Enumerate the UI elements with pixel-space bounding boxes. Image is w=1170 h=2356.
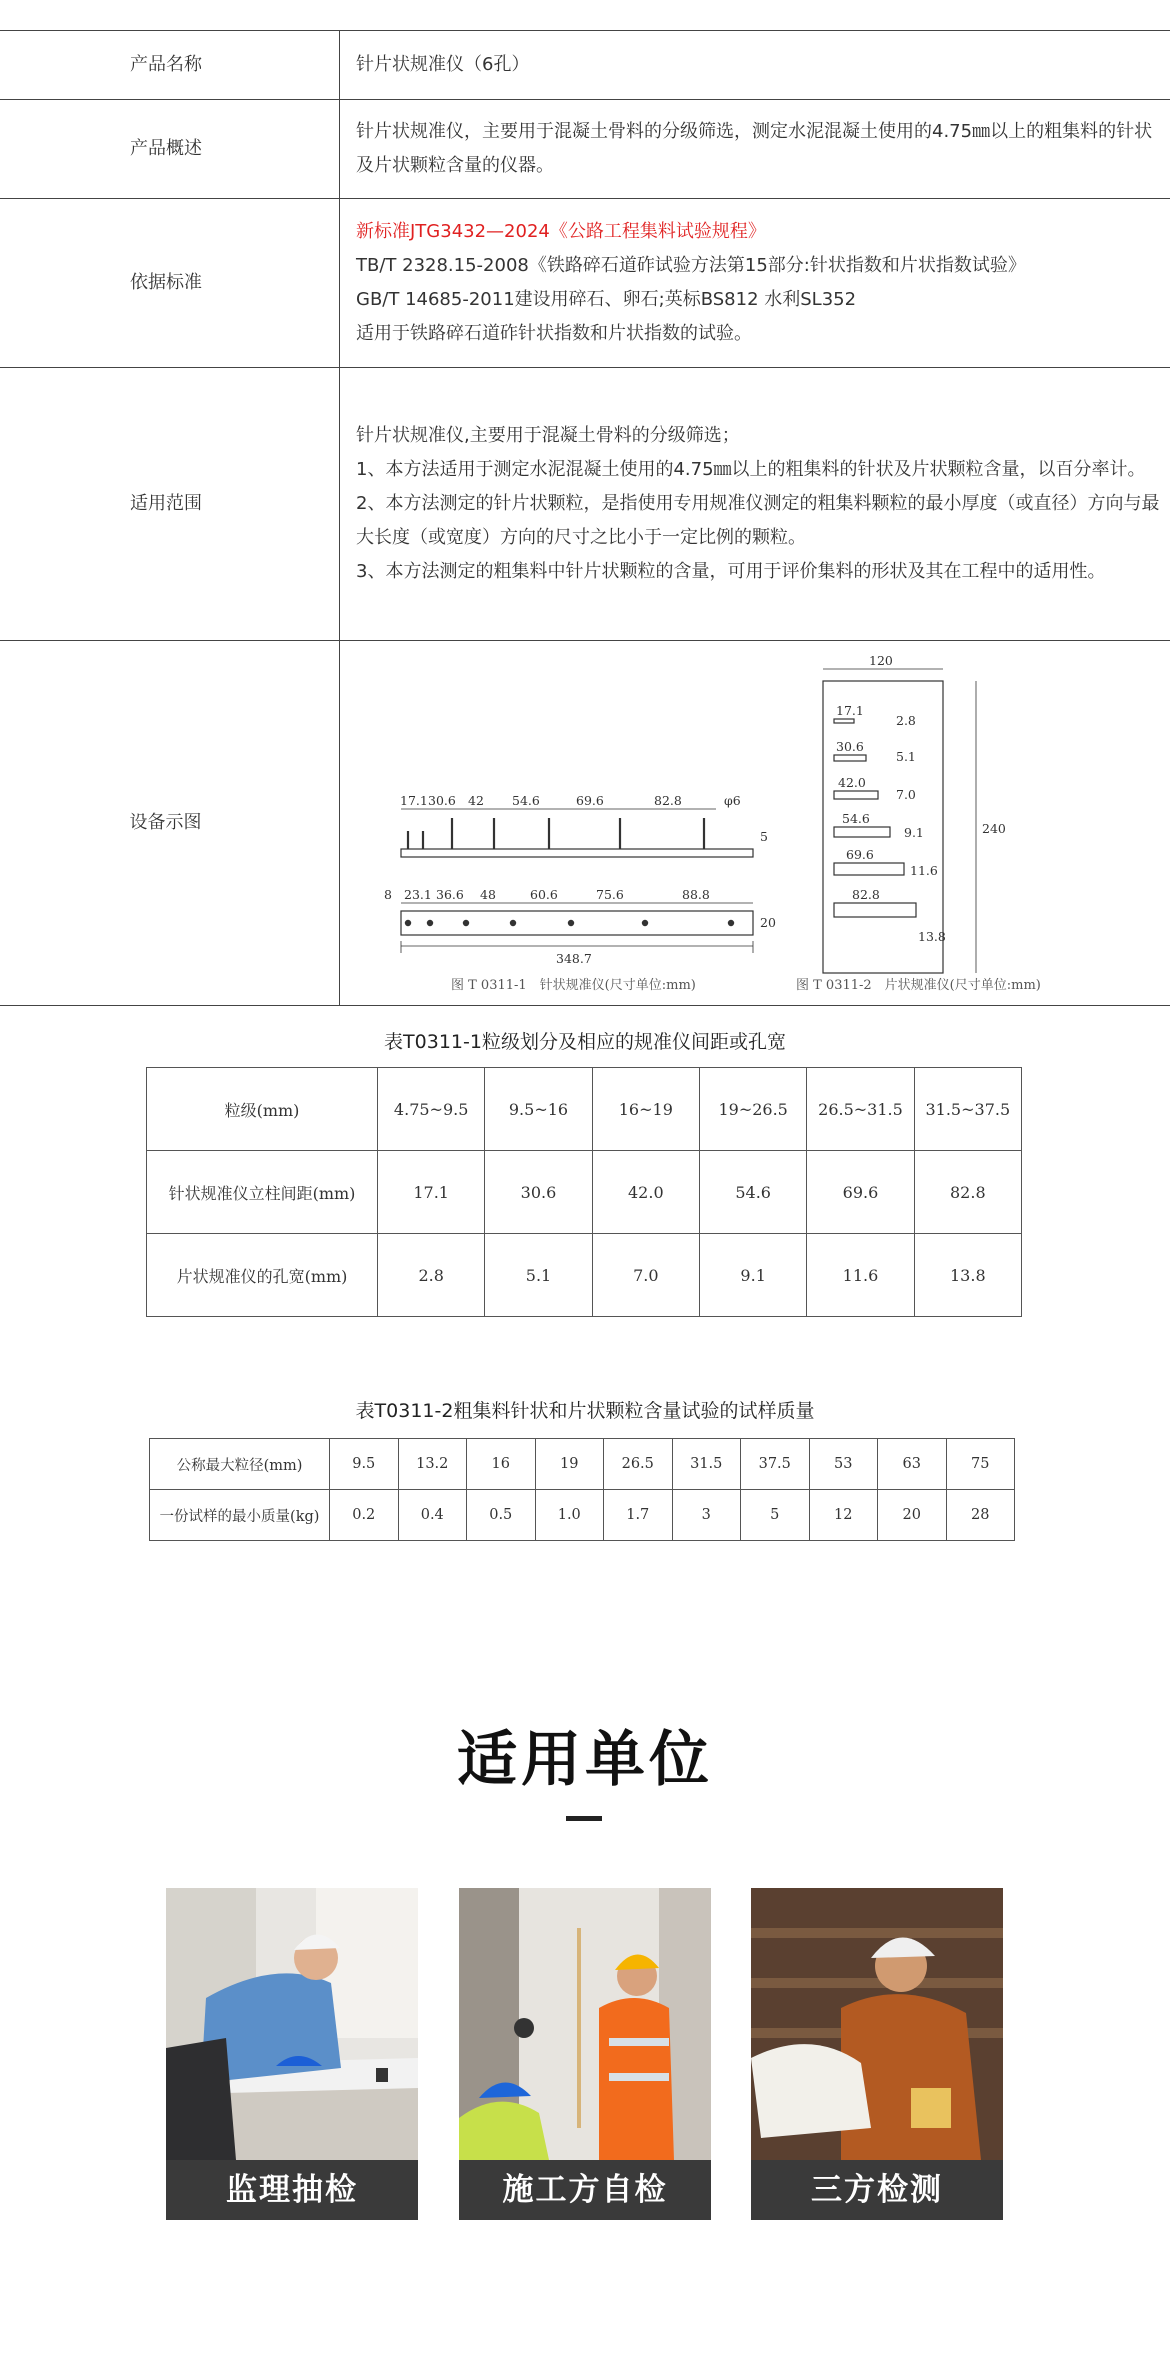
table-header-cell: 37.5 — [741, 1439, 810, 1490]
unit-card-label: 三方检测 — [751, 2160, 1003, 2220]
standard-line: 适用于铁路碎石道砟针状指数和片状指数的试验。 — [356, 323, 752, 344]
worker-photo — [459, 1888, 711, 2160]
table-header-cell: 53 — [809, 1439, 878, 1490]
unit-card-supervision — [166, 1888, 418, 2220]
table-row — [150, 1439, 1015, 1490]
spec-row-name — [0, 31, 1170, 100]
flake-slot-width: 7.0 — [896, 787, 916, 802]
spec-row-standards — [0, 199, 1170, 368]
table-cell: 30.6 — [485, 1151, 592, 1234]
table-cell: 0.4 — [398, 1490, 467, 1541]
flake-slot-length: 82.8 — [852, 887, 880, 902]
table-header-cell: 19 — [535, 1439, 604, 1490]
flake-width-dim: 120 — [869, 653, 893, 668]
flake-slot-length: 69.6 — [846, 847, 874, 862]
needle-bottom-dim: 8 — [384, 887, 392, 902]
standard-new: 新标准JTG3432—2024《公路工程集料试验规程》 — [356, 221, 766, 242]
needle-gauge-bar — [401, 849, 753, 857]
standard-line: GB/T 14685-2011建设用碎石、卵石;英标BS812 水利SL352 — [356, 289, 857, 310]
table-header-cell: 75 — [946, 1439, 1015, 1490]
needle-bottom-dim: 88.8 — [682, 887, 710, 902]
flake-slot-length: 42.0 — [838, 775, 866, 790]
needle-gauge-plate — [401, 911, 753, 935]
table-header-cell: 19~26.5 — [699, 1068, 806, 1151]
table-cell: 3 — [672, 1490, 741, 1541]
needle-side-label: 5 — [760, 829, 768, 844]
needle-top-dim: 42 — [468, 793, 484, 808]
needle-bottom-dim: 75.6 — [596, 887, 624, 902]
section-title: 适用单位 — [457, 1725, 713, 1795]
diagram-cell — [340, 641, 1170, 1006]
table-row — [150, 1490, 1015, 1541]
sample-mass-table — [149, 1438, 1015, 1541]
table-cell: 5.1 — [485, 1234, 592, 1317]
table-header-cell: 公称最大粒径(mm) — [150, 1439, 330, 1490]
table-cell: 17.1 — [378, 1151, 485, 1234]
needle-total-dim: 348.7 — [556, 951, 592, 966]
standard-line: TB/T 2328.15-2008《铁路碎石道砟试验方法第15部分:针状指数和片状指数试验》 — [356, 255, 1026, 276]
flake-gauge-caption: 图 T 0311-2 片状规准仪(尺寸单位:mm) — [796, 978, 1041, 993]
table-cell: 54.6 — [699, 1151, 806, 1234]
needle-bottom-dim: 23.1 — [404, 887, 432, 902]
row-label: 一份试样的最小质量(kg) — [150, 1490, 330, 1541]
table-cell: 69.6 — [807, 1151, 914, 1234]
section-divider — [566, 1816, 602, 1821]
flake-slot-length: 30.6 — [836, 739, 864, 754]
unit-card-third-party — [751, 1888, 1003, 2220]
spec-label: 适用范围 — [0, 368, 340, 641]
table-header-cell: 16~19 — [592, 1068, 699, 1151]
spec-row-summary — [0, 100, 1170, 199]
needle-top-dim: 17.1 — [400, 793, 428, 808]
table-cell: 0.5 — [467, 1490, 536, 1541]
grading-table — [146, 1067, 1022, 1317]
needle-top-dim: 54.6 — [512, 793, 540, 808]
diagram-svg — [356, 641, 1170, 1005]
needle-bottom-dim: 48 — [480, 887, 496, 902]
flake-slot-length: 54.6 — [842, 811, 870, 826]
scope-line: 3、本方法测定的粗集料中针片状颗粒的含量，可用于评价集料的形状及其在工程中的适用性。 — [356, 561, 1106, 582]
flake-height-dim: 240 — [982, 821, 1006, 836]
table-cell: 0.2 — [330, 1490, 399, 1541]
scope-line: 针片状规准仪,主要用于混凝土骨料的分级筛选； — [356, 425, 740, 446]
product-name: 针片状规准仪（6孔） — [340, 31, 1170, 100]
table-cell: 1.7 — [604, 1490, 673, 1541]
scope-cell — [340, 368, 1170, 641]
spec-label: 产品名称 — [0, 31, 340, 100]
needle-top-dim: 69.6 — [576, 793, 604, 808]
needle-top-dim: 30.6 — [428, 793, 456, 808]
table-cell: 12 — [809, 1490, 878, 1541]
row-label: 片状规准仪的孔宽(mm) — [147, 1234, 378, 1317]
table-header-cell: 26.5 — [604, 1439, 673, 1490]
flake-slot-width: 13.8 — [918, 929, 946, 944]
table-cell: 7.0 — [592, 1234, 699, 1317]
table-cell: 5 — [741, 1490, 810, 1541]
scope-line: 1、本方法适用于测定水泥混凝土使用的4.75㎜以上的粗集料的针状及片状颗粒含量，以百分率计。 — [356, 459, 1146, 480]
needle-rod-label: φ6 — [724, 793, 741, 808]
inspector-photo — [751, 1888, 1003, 2160]
table-header-cell: 63 — [878, 1439, 947, 1490]
table-header-cell: 26.5~31.5 — [807, 1068, 914, 1151]
spec-table — [0, 30, 1170, 1006]
flake-slot-width: 9.1 — [904, 825, 924, 840]
table-cell: 42.0 — [592, 1151, 699, 1234]
spec-label: 产品概述 — [0, 100, 340, 199]
needle-gauge-figure — [401, 809, 753, 953]
table-cell: 2.8 — [378, 1234, 485, 1317]
table-row — [147, 1151, 1022, 1234]
standards-cell — [340, 199, 1170, 368]
engineer-photo — [166, 1888, 418, 2160]
table-header-cell: 4.75~9.5 — [378, 1068, 485, 1151]
flake-slot-width: 2.8 — [896, 713, 916, 728]
table2-caption: 表T0311-2粗集料针状和片状颗粒含量试验的试样质量 — [355, 1400, 815, 1422]
table-cell: 13.8 — [914, 1234, 1021, 1317]
unit-card-contractor — [459, 1888, 711, 2220]
product-summary: 针片状规准仪，主要用于混凝土骨料的分级筛选，测定水泥混凝土使用的4.75㎜以上的粗集料的针状及片状颗粒含量的仪器。 — [340, 100, 1170, 199]
needle-right-dim: 20 — [760, 915, 776, 930]
flake-slot-length: 17.1 — [836, 703, 864, 718]
equipment-diagram — [356, 641, 1170, 1005]
unit-card-label: 施工方自检 — [459, 2160, 711, 2220]
table-header-cell: 16 — [467, 1439, 536, 1490]
spec-label: 依据标准 — [0, 199, 340, 368]
table-header-cell: 9.5~16 — [485, 1068, 592, 1151]
flake-slot-width: 11.6 — [910, 863, 938, 878]
table-header-cell: 31.5~37.5 — [914, 1068, 1021, 1151]
table-cell: 20 — [878, 1490, 947, 1541]
needle-bottom-dim: 60.6 — [530, 887, 558, 902]
table-header-cell: 31.5 — [672, 1439, 741, 1490]
spec-row-scope — [0, 368, 1170, 641]
spec-label: 设备示图 — [0, 641, 340, 1006]
table-cell: 28 — [946, 1490, 1015, 1541]
flake-slot-width: 5.1 — [896, 749, 916, 764]
table-cell: 1.0 — [535, 1490, 604, 1541]
spec-row-diagram — [0, 641, 1170, 1006]
row-label: 针状规准仪立柱间距(mm) — [147, 1151, 378, 1234]
table-header-cell: 13.2 — [398, 1439, 467, 1490]
unit-card-label: 监理抽检 — [166, 2160, 418, 2220]
table-header-cell: 9.5 — [330, 1439, 399, 1490]
table-row — [147, 1068, 1022, 1151]
needle-bottom-dim: 36.6 — [436, 887, 464, 902]
needle-top-dim: 82.8 — [654, 793, 682, 808]
table-header-cell: 粒级(mm) — [147, 1068, 378, 1151]
table-cell: 9.1 — [699, 1234, 806, 1317]
table-cell: 82.8 — [914, 1151, 1021, 1234]
table-cell: 11.6 — [807, 1234, 914, 1317]
needle-gauge-holes — [405, 920, 733, 925]
table-row — [147, 1234, 1022, 1317]
needle-gauge-rods — [408, 818, 704, 849]
needle-gauge-caption: 图 T 0311-1 针状规准仪(尺寸单位:mm) — [451, 978, 696, 993]
table1-caption: 表T0311-1粒级划分及相应的规准仪间距或孔宽 — [384, 1031, 786, 1053]
scope-line: 2、本方法测定的针片状颗粒，是指使用专用规准仪测定的粗集料颗粒的最小厚度（或直径）方向与最大长度（或宽度）方向的尺寸之比小于一定比例的颗粒。 — [356, 493, 1160, 548]
